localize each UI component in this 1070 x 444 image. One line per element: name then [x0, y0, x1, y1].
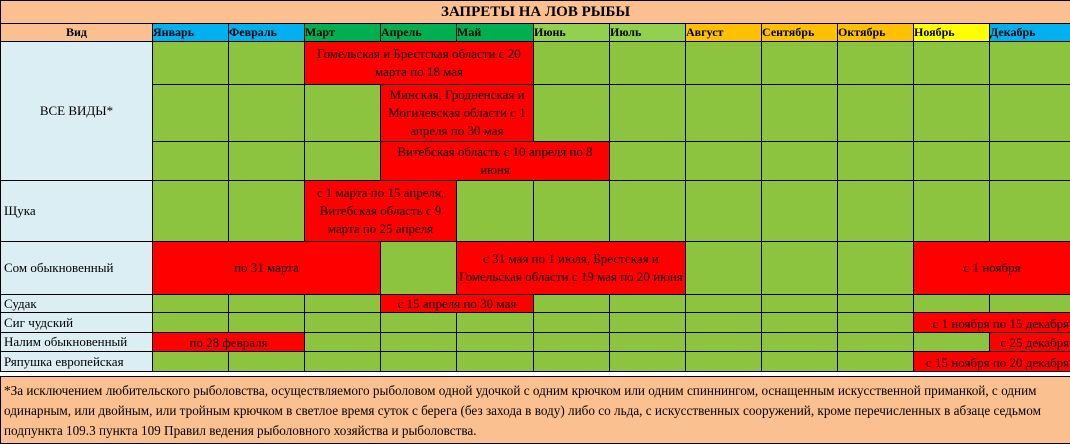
- open-cell: [229, 181, 305, 242]
- open-cell: [305, 295, 381, 313]
- open-cell: [457, 352, 534, 372]
- open-cell: [914, 142, 990, 181]
- species-catfish: Сом обыкновенный: [1, 242, 153, 295]
- month-header-oct: Октябрь: [838, 24, 914, 42]
- table-row: [1, 181, 1070, 242]
- open-cell: [305, 333, 381, 352]
- open-cell: [762, 295, 838, 313]
- open-cell: [381, 313, 457, 333]
- open-cell: [762, 181, 838, 242]
- open-cell: [838, 181, 914, 242]
- open-cell: [229, 42, 305, 85]
- ban-cell: с 25 декабря: [990, 333, 1070, 352]
- open-cell: [610, 142, 686, 181]
- open-cell: [762, 352, 838, 372]
- open-cell: [990, 181, 1070, 242]
- month-header-may: Май: [457, 24, 534, 42]
- open-cell: [534, 352, 610, 372]
- month-header-jun: Июнь: [534, 24, 610, 42]
- open-cell: [762, 313, 838, 333]
- open-cell: [534, 295, 610, 313]
- open-cell: [457, 333, 534, 352]
- table-row: [1, 42, 1070, 85]
- open-cell: [686, 42, 762, 85]
- open-cell: [838, 313, 914, 333]
- open-cell: [914, 181, 990, 242]
- species-column-header: Вид: [1, 24, 153, 42]
- ban-cell: по 31 марта: [153, 242, 381, 295]
- open-cell: [534, 181, 610, 242]
- open-cell: [990, 295, 1070, 313]
- open-cell: [914, 333, 990, 352]
- open-cell: [229, 313, 305, 333]
- ban-cell: Гомельская и Брестская области с 20 марта по 18 мая: [305, 42, 534, 85]
- ban-cell: с 15 апреля по 30 мая: [381, 295, 534, 313]
- open-cell: [534, 42, 610, 85]
- month-header-mar: Март: [305, 24, 381, 42]
- open-cell: [838, 242, 914, 295]
- table-row: [1, 85, 1070, 142]
- open-cell: [686, 295, 762, 313]
- open-cell: [534, 333, 610, 352]
- open-cell: [381, 333, 457, 352]
- open-cell: [153, 295, 229, 313]
- species-vendace: Ряпушка европейская: [1, 352, 153, 372]
- open-cell: [610, 42, 686, 85]
- ban-cell: Витебская область с 10 апреля по 8 июня: [381, 142, 610, 181]
- ban-cell: с 1 марта по 15 апреля, Витебская область с 9 марта по 25 апреля: [305, 181, 457, 242]
- species-zander: Судак: [1, 295, 153, 313]
- month-header-aug: Август: [686, 24, 762, 42]
- open-cell: [153, 181, 229, 242]
- month-header-jan: Январь: [153, 24, 229, 42]
- open-cell: [610, 352, 686, 372]
- open-cell: [305, 85, 381, 142]
- ban-cell: по 28 февраля: [153, 333, 305, 352]
- open-cell: [686, 181, 762, 242]
- open-cell: [534, 85, 610, 142]
- month-header-sep: Сентябрь: [762, 24, 838, 42]
- species-whitefish: Сиг чудский: [1, 313, 153, 333]
- open-cell: [610, 295, 686, 313]
- open-cell: [229, 352, 305, 372]
- open-cell: [153, 352, 229, 372]
- open-cell: [686, 242, 762, 295]
- open-cell: [534, 313, 610, 333]
- species-all: ВСЕ ВИДЫ*: [1, 42, 153, 181]
- open-cell: [838, 295, 914, 313]
- open-cell: [914, 42, 990, 85]
- open-cell: [914, 295, 990, 313]
- table-row: [1, 333, 1070, 352]
- open-cell: [229, 85, 305, 142]
- month-header-feb: Февраль: [229, 24, 305, 42]
- open-cell: [153, 85, 229, 142]
- open-cell: [457, 313, 534, 333]
- month-header-dec: Декабрь: [990, 24, 1070, 42]
- ban-cell: Минская, Гродненская и Могилевская области с 1 апреля по 30 мая: [381, 85, 534, 142]
- species-burbot: Налим обыкновенный: [1, 333, 153, 352]
- open-cell: [762, 142, 838, 181]
- month-header-apr: Апрель: [381, 24, 457, 42]
- table-row: [1, 352, 1070, 372]
- open-cell: [153, 42, 229, 85]
- table-row: [1, 313, 1070, 333]
- open-cell: [838, 333, 914, 352]
- open-cell: [686, 142, 762, 181]
- open-cell: [990, 42, 1070, 85]
- open-cell: [838, 85, 914, 142]
- ban-cell: с 15 ноября по 20 декабря: [914, 352, 1070, 372]
- species-pike: Щука: [1, 181, 153, 242]
- open-cell: [305, 313, 381, 333]
- open-cell: [153, 142, 229, 181]
- open-cell: [762, 242, 838, 295]
- open-cell: [686, 333, 762, 352]
- open-cell: [686, 85, 762, 142]
- table-row: [1, 295, 1070, 313]
- ban-cell: с 1 ноября по 15 декабря: [914, 313, 1070, 333]
- open-cell: [610, 181, 686, 242]
- open-cell: [686, 352, 762, 372]
- open-cell: [762, 85, 838, 142]
- header-row: [1, 24, 1070, 42]
- open-cell: [686, 313, 762, 333]
- ban-cell: с 1 ноября: [914, 242, 1070, 295]
- open-cell: [838, 352, 914, 372]
- open-cell: [381, 242, 457, 295]
- table-row: [1, 242, 1070, 295]
- table-row: [1, 142, 1070, 181]
- open-cell: [457, 181, 534, 242]
- open-cell: [610, 313, 686, 333]
- footnote: *За исключением любительского рыболовства, осуществляемого рыболовом одной удочкой с одним крючком или одним спиннингом, оснащенным искусственной приманкой, с одним одинарным, или двойным, или тройным крючком в светлое время суток с берега (без захода в воду) либо со льда, с искусственных сооружений, кроме перечисленных в абзаце седьмом подпункта 109.3 пункта 109 Правил ведения рыболовного хозяйства и рыболовства.: [0, 376, 1070, 444]
- open-cell: [153, 313, 229, 333]
- open-cell: [990, 142, 1070, 181]
- open-cell: [229, 295, 305, 313]
- open-cell: [914, 85, 990, 142]
- table-title: ЗАПРЕТЫ НА ЛОВ РЫБЫ: [1, 1, 1070, 24]
- open-cell: [305, 142, 381, 181]
- open-cell: [762, 333, 838, 352]
- open-cell: [990, 85, 1070, 142]
- open-cell: [838, 42, 914, 85]
- open-cell: [305, 352, 381, 372]
- open-cell: [610, 333, 686, 352]
- open-cell: [229, 142, 305, 181]
- open-cell: [838, 142, 914, 181]
- month-header-nov: Ноябрь: [914, 24, 990, 42]
- month-header-jul: Июль: [610, 24, 686, 42]
- open-cell: [762, 42, 838, 85]
- ban-cell: с 31 мая по 1 июля, Брестская и Гомельская области с 19 мая по 20 июня: [457, 242, 686, 295]
- open-cell: [610, 85, 686, 142]
- open-cell: [381, 352, 457, 372]
